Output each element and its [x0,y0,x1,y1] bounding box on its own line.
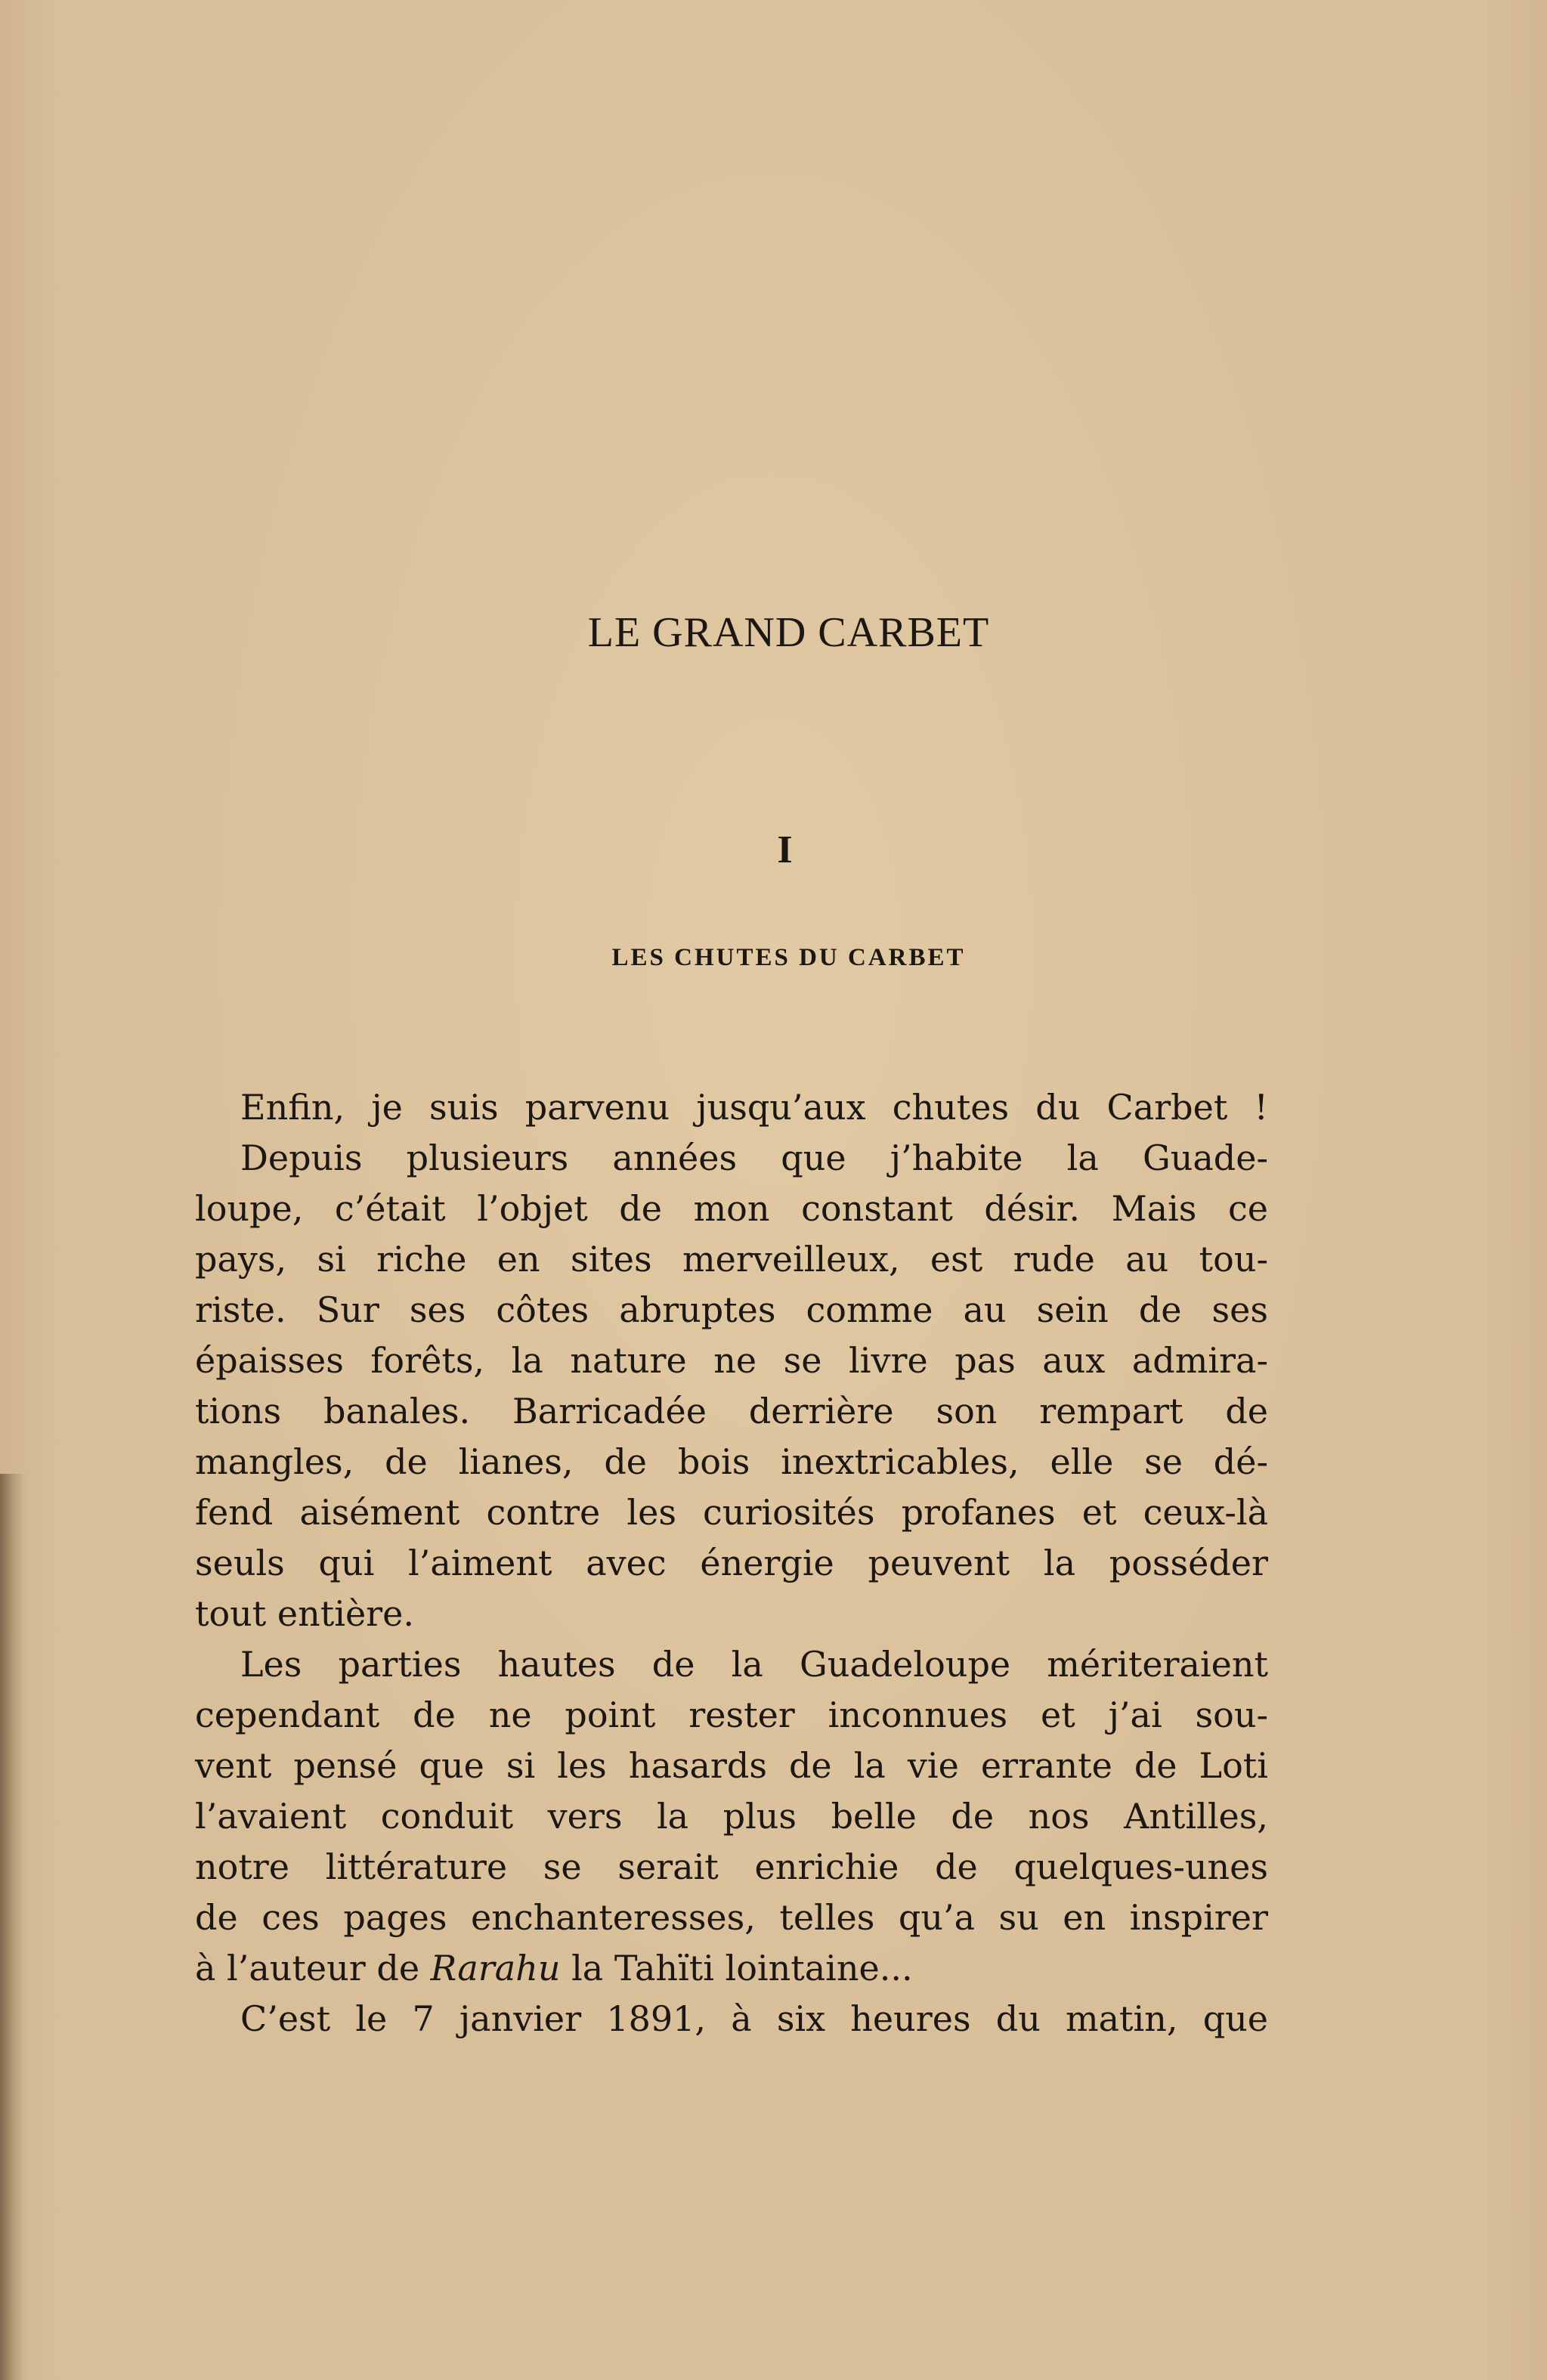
text-line: fend aisément contre les curiosités profanes et ceux-là [195,1492,1268,1533]
body-text [195,1082,1268,2044]
text-line: riste. Sur ses côtes abruptes comme au sein de ses [195,1289,1268,1330]
text-line: vent pensé que si les hasards de la vie errante de Loti [195,1745,1268,1786]
text-line: Enfin, je suis parvenu jusqu’aux chutes du Carbet ! [240,1087,1268,1128]
text-line: mangles, de lianes, de bois inextricables, elle se dé- [195,1441,1268,1482]
chapter-number: I [777,828,793,871]
text-line: seuls qui l’aiment avec énergie peuvent la posséder [195,1543,1268,1583]
text-line: cependant de ne point rester inconnues et j’ai sou- [195,1694,1268,1735]
page-binding-shadow [0,1474,26,2380]
text-line: C’est le 7 janvier 1891, à six heures du matin, que [240,1998,1268,2039]
text-line: tout entière. [195,1593,415,1634]
text-fragment: la Tahïti lointaine... [560,1948,913,1988]
text-line: notre littérature se serait enrichie de quelques-unes [195,1846,1268,1887]
book-title-rarahu: Rarahu [430,1948,561,1988]
text-line: l’avaient conduit vers la plus belle de nos Antilles, [195,1796,1268,1837]
text-line: de ces pages enchanteresses, telles qu’a su en inspirer [195,1897,1268,1938]
text-line: loupe, c’était l’objet de mon constant désir. Mais ce [195,1188,1268,1229]
text-line: Les parties hautes de la Guadeloupe mériteraient [240,1644,1268,1685]
text-line-mixed [195,1943,1268,1994]
text-line: pays, si riche en sites merveilleux, est rude au tou- [195,1239,1268,1280]
text-line: épaisses forêts, la nature ne se livre pas aux admira- [195,1340,1268,1381]
text-line: tions banales. Barricadée derrière son rempart de [195,1391,1268,1431]
text-line: Depuis plusieurs années que j’habite la Guade- [240,1137,1268,1178]
chapter-title: LES CHUTES DU CARBET [611,944,966,971]
text-fragment: à l’auteur de [195,1948,431,1988]
page-title: LE GRAND CARBET [587,609,990,656]
